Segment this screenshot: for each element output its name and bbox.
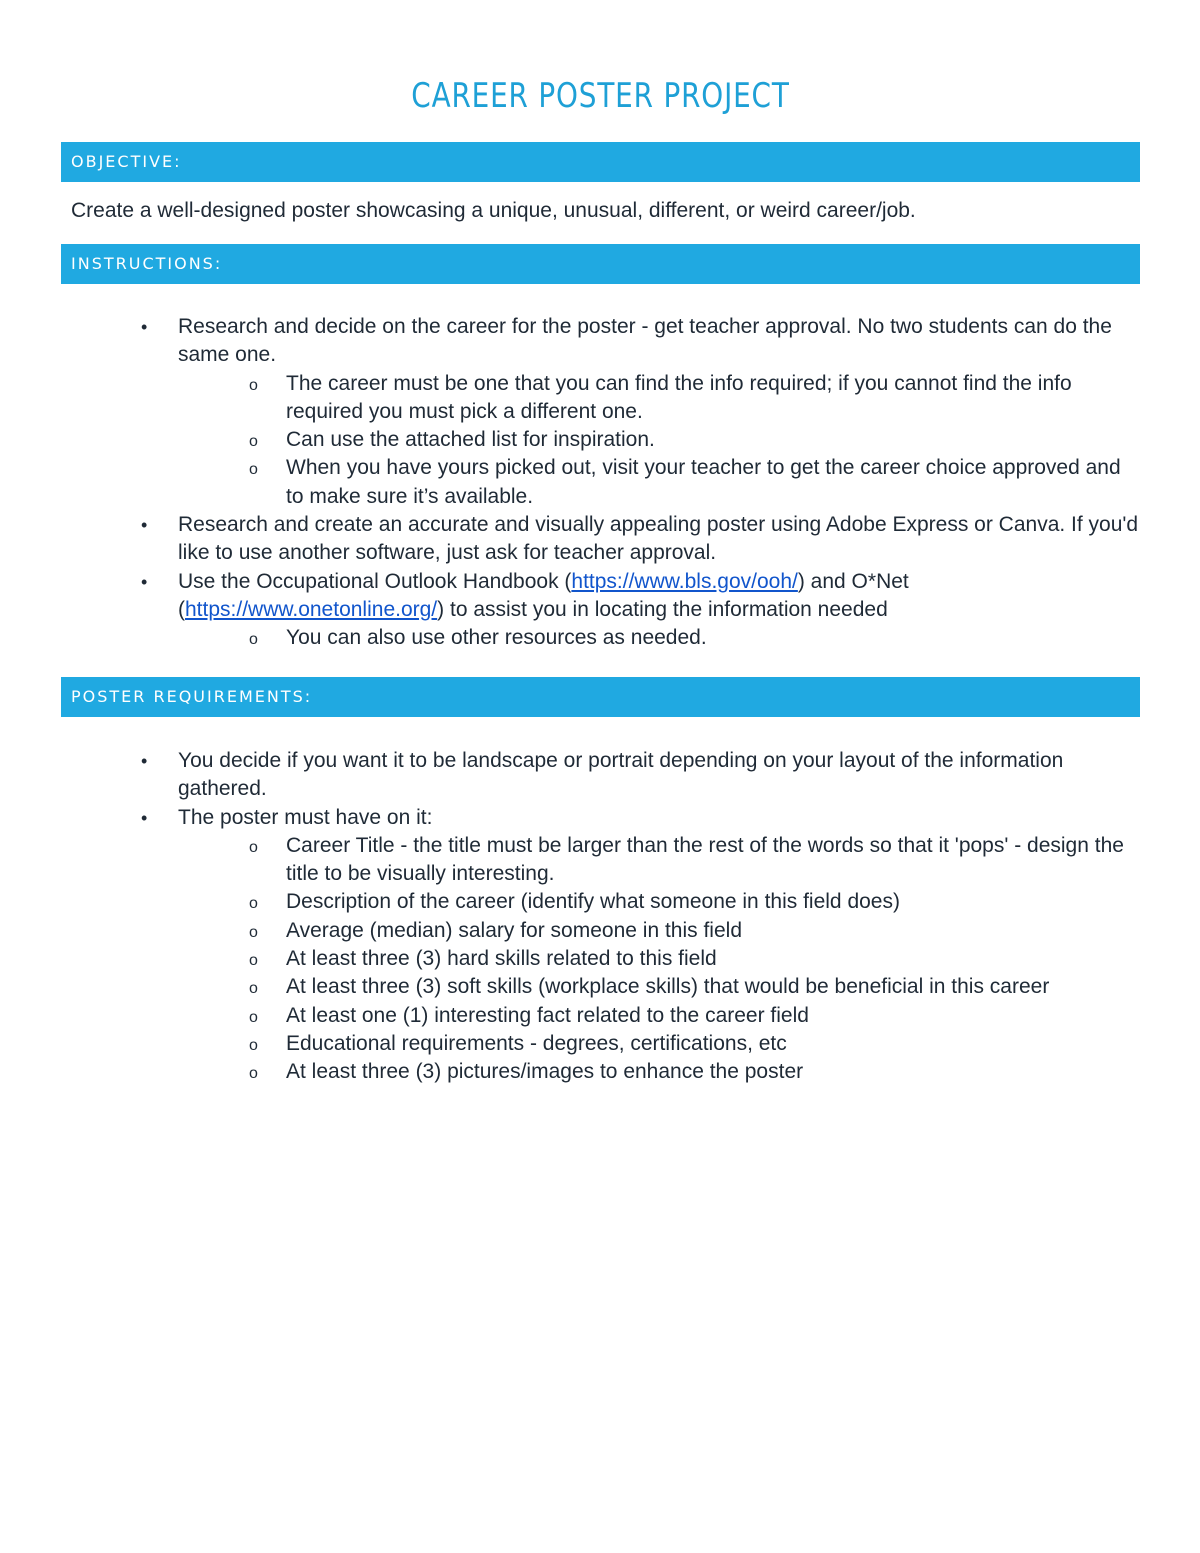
sub-bullet-icon: o: [249, 895, 258, 913]
sub-item-text: Educational requirements - degrees, certifications, etc: [286, 1031, 787, 1055]
instruction-text-part: Use the Occupational Outlook Handbook (: [178, 569, 572, 593]
requirement-text: You decide if you want it to be landscape or portrait depending on your layout of the information gathered.: [178, 749, 1064, 801]
list-item: [61, 313, 1140, 511]
objective-text: Create a well-designed poster showcasing a unique, unusual, different, or weird career/job.: [71, 199, 916, 222]
sub-bullet-icon: o: [249, 1065, 258, 1083]
instruction-text-part: ) to assist you in locating the information needed: [437, 597, 888, 621]
sub-item-text: You can also use other resources as needed.: [286, 626, 707, 650]
sub-list-item: [61, 624, 1140, 652]
sub-item-text: The career must be one that you can find the info required; if you cannot find the info required you must pick a different one.: [286, 371, 1072, 423]
sub-bullet-icon: o: [249, 980, 258, 998]
sub-list-item: [61, 454, 1140, 511]
sub-item-text: Can use the attached list for inspiration.: [286, 428, 655, 452]
sub-bullet-icon: o: [249, 838, 258, 856]
bullet-icon: •: [141, 317, 148, 337]
requirement-text: The poster must have on it:: [178, 805, 433, 829]
sub-list-item: [61, 1030, 1140, 1058]
sub-bullet-icon: o: [249, 461, 258, 479]
sub-list-item: [61, 888, 1140, 916]
list-item: [61, 511, 1140, 568]
list-item: [61, 747, 1140, 804]
sub-bullet-icon: o: [249, 433, 258, 451]
list-item: [61, 804, 1140, 1087]
instructions-list: [61, 313, 1140, 653]
sub-list: [178, 624, 1140, 652]
sub-item-text: When you have yours picked out, visit your teacher to get the career choice approved and to make sure it’s available.: [286, 456, 1121, 508]
sub-list-item: [61, 917, 1140, 945]
sub-list-item: [61, 426, 1140, 454]
sub-list-item: [61, 370, 1140, 427]
sub-bullet-icon: o: [249, 1008, 258, 1026]
bullet-icon: •: [141, 807, 148, 828]
sub-item-text: Average (median) salary for someone in this field: [286, 918, 743, 942]
instruction-text-part: ) and O*Net (: [178, 569, 909, 621]
objective-heading: OBJECTIVE:: [61, 142, 1140, 182]
sub-item-text: At least one (1) interesting fact related to the career field: [286, 1003, 809, 1027]
requirements-heading: POSTER REQUIREMENTS:: [61, 677, 1140, 717]
bullet-icon: •: [141, 751, 148, 771]
bullet-icon: •: [141, 515, 148, 536]
bullet-icon: •: [141, 571, 148, 592]
sub-list-item: [61, 1058, 1140, 1086]
sub-list-item: [61, 973, 1140, 1001]
sub-bullet-icon: o: [249, 952, 258, 970]
sub-item-text: At least three (3) pictures/images to enhance the poster: [286, 1060, 804, 1084]
onet-link[interactable]: https://www.onetonline.org/: [185, 597, 438, 621]
bls-ooh-link[interactable]: https://www.bls.gov/ooh/: [571, 569, 798, 593]
instruction-text: Research and create an accurate and visually appealing poster using Adobe Express or Canva. If you'd like to use another software, just ask for teacher approval.: [178, 513, 1139, 565]
sub-list-item: [61, 945, 1140, 973]
sub-item-text: Description of the career (identify what someone in this field does): [286, 890, 900, 914]
sub-list: [178, 370, 1140, 511]
sub-bullet-icon: o: [249, 923, 258, 941]
sub-bullet-icon: o: [249, 631, 258, 649]
sub-bullet-icon: o: [249, 1036, 258, 1054]
sub-list: [178, 832, 1140, 1087]
sub-item-text: At least three (3) soft skills (workplace skills) that would be beneficial in this career: [286, 975, 1050, 999]
sub-list-item: [61, 832, 1140, 889]
sub-item-text: Career Title - the title must be larger than the rest of the words so that it 'pops' - design the title to be visually interesting.: [286, 833, 1124, 886]
list-item: [61, 568, 1140, 653]
sub-list-item: [61, 1002, 1140, 1030]
page-title: CAREER POSTER PROJECT: [411, 76, 790, 116]
requirements-list: [61, 747, 1140, 1087]
sub-item-text: At least three (3) hard skills related to this field: [286, 947, 717, 971]
instruction-text: Research and decide on the career for the poster - get teacher approval. No two students can do the same one.: [178, 315, 1112, 367]
instructions-heading: INSTRUCTIONS:: [61, 244, 1140, 284]
sub-bullet-icon: o: [249, 376, 258, 394]
